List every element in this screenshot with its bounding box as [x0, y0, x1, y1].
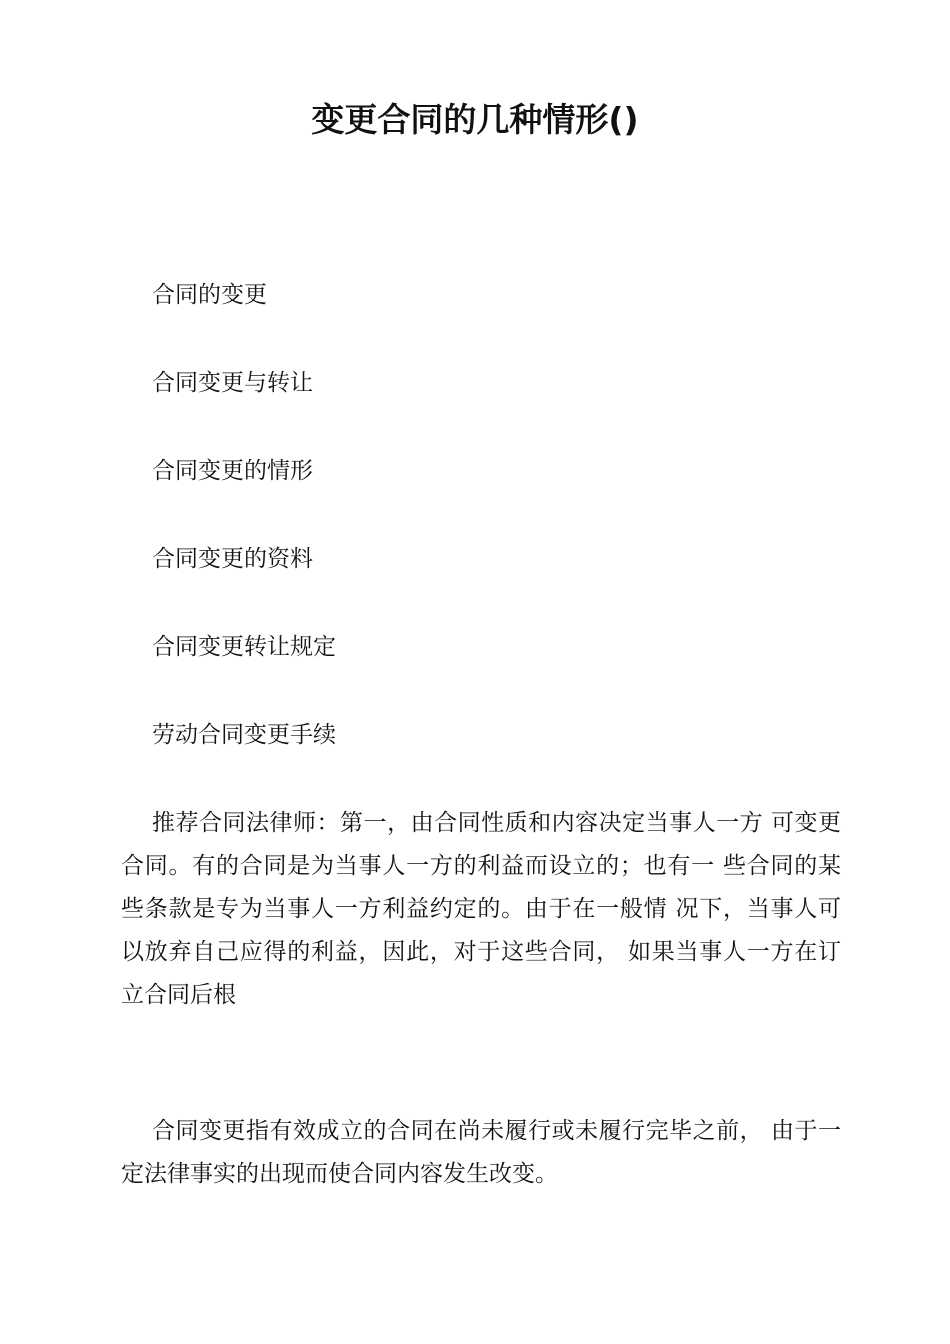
body-paragraph: 合同变更指有效成立的合同在尚未履行或未履行完毕之前， 由于一定法律事实的出现而使合同内容发生改变。: [121, 1118, 841, 1187]
heading-change-materials: 合同变更的资料: [152, 546, 313, 572]
heading-contract-change: 合同的变更: [152, 282, 267, 308]
heading-change-situations: 合同变更的情形: [152, 458, 313, 484]
heading-labor-contract-procedure: 劳动合同变更手续: [152, 722, 336, 748]
heading-transfer-rules: 合同变更转让规定: [152, 634, 336, 660]
body-paragraph: 推荐合同法律师：第一，由合同性质和内容决定当事人一方 可变更合同。有的合同是为当事人一方的利益而设立的；也有一 些合同的某些条款是专为当事人一方利益约定的。由于在一般情 况下，当事人可以放弃自己应得的利益，因此，对于这些合同， 如果当事人一方在订立合同后根: [121, 810, 841, 1008]
heading-change-and-transfer: 合同变更与转让: [152, 370, 313, 396]
document-title: 变更合同的几种情形(): [311, 100, 639, 139]
